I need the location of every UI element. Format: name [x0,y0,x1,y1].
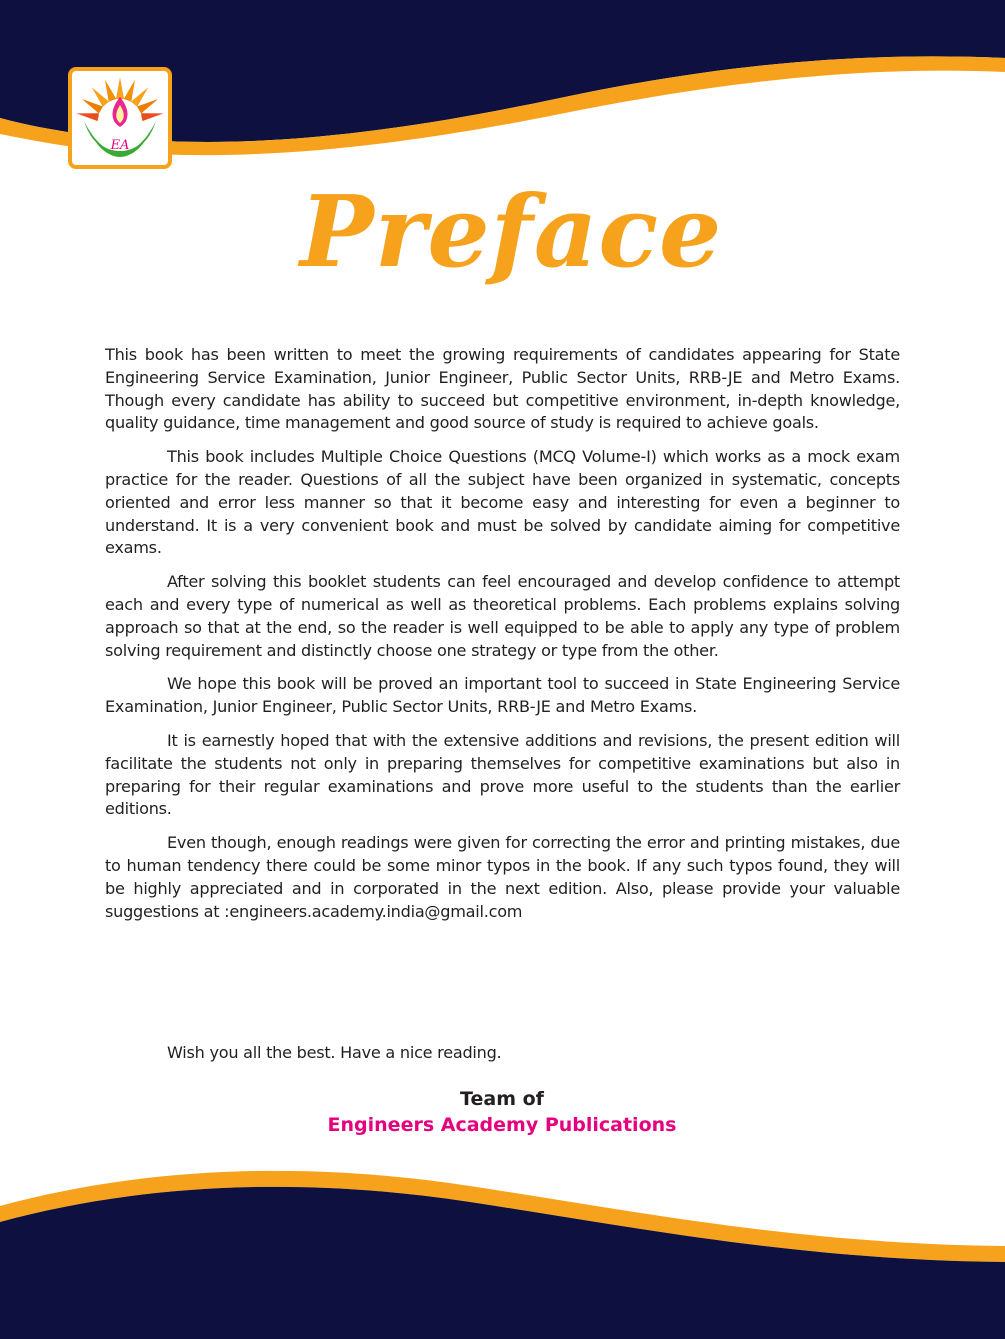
paragraph-5: It is earnestly hoped that with the extensive additions and revisions, the present edition will facilitate the students not only in preparing themselves for competitive examinations but also in preparing for their regular examinations and prove more useful to the students than the earlier editions. [105,730,900,819]
paragraph-4: We hope this book will be proved an important tool to succeed in State Engineering Service Examination, Junior Engineer, Public Sector Units, RRB-JE and Metro Exams. [105,674,900,717]
bottom-navy-band [0,1187,1005,1339]
signature-publisher: Engineers Academy Publications [327,1114,677,1136]
bottom-wave-banner [0,1150,1005,1339]
paragraph-6: Even though, enough readings were given for correcting the error and printing mistakes, due to human tendency there could be some minor typos in the book. If any such typos found, they will be highly appreciated and in corporated in the next edition. Also, please provide your valuable suggestions at :engineers.academy.india@gmail.com [105,833,900,921]
closing-line: Wish you all the best. Have a nice reading. [167,1043,502,1062]
paragraph-1: This book has been written to meet the growing requirements of candidates appearing for State Engineering Service Examination, Junior Engineer, Public Sector Units, RRB-JE and Metro Exams. Though every candidate has ability to succeed but competitive environment, in-depth knowledge, quality guidance, time management and good source of study is required to achieve goals. [105,345,900,433]
logo-monogram: EA [110,138,130,153]
page-title: Preface [300,175,723,290]
preface-body [105,344,900,934]
sunburst-flame-logo-icon [72,71,168,165]
signature-block [302,1086,702,1138]
paragraph-3: After solving this booklet students can feel encouraged and develop confidence to attempt each and every type of numerical as well as theoretical problems. Each problems explains solving approach so that at the end, so the reader is well equipped to be able to apply any type of problem solving requirement and distinctly choose one strategy or type from the other. [105,572,900,660]
paragraph-2: This book includes Multiple Choice Questions (MCQ Volume-I) which works as a mock exam practice for the reader. Questions of all the subject have been organized in systematic, concepts oriented and error less manner so that it become easy and interesting for even a beginner to understand. It is a very convenient book and must be solved by candidate aiming for competitive exams. [105,447,900,558]
signature-team-of: Team of [460,1088,544,1110]
publisher-logo [68,67,172,169]
